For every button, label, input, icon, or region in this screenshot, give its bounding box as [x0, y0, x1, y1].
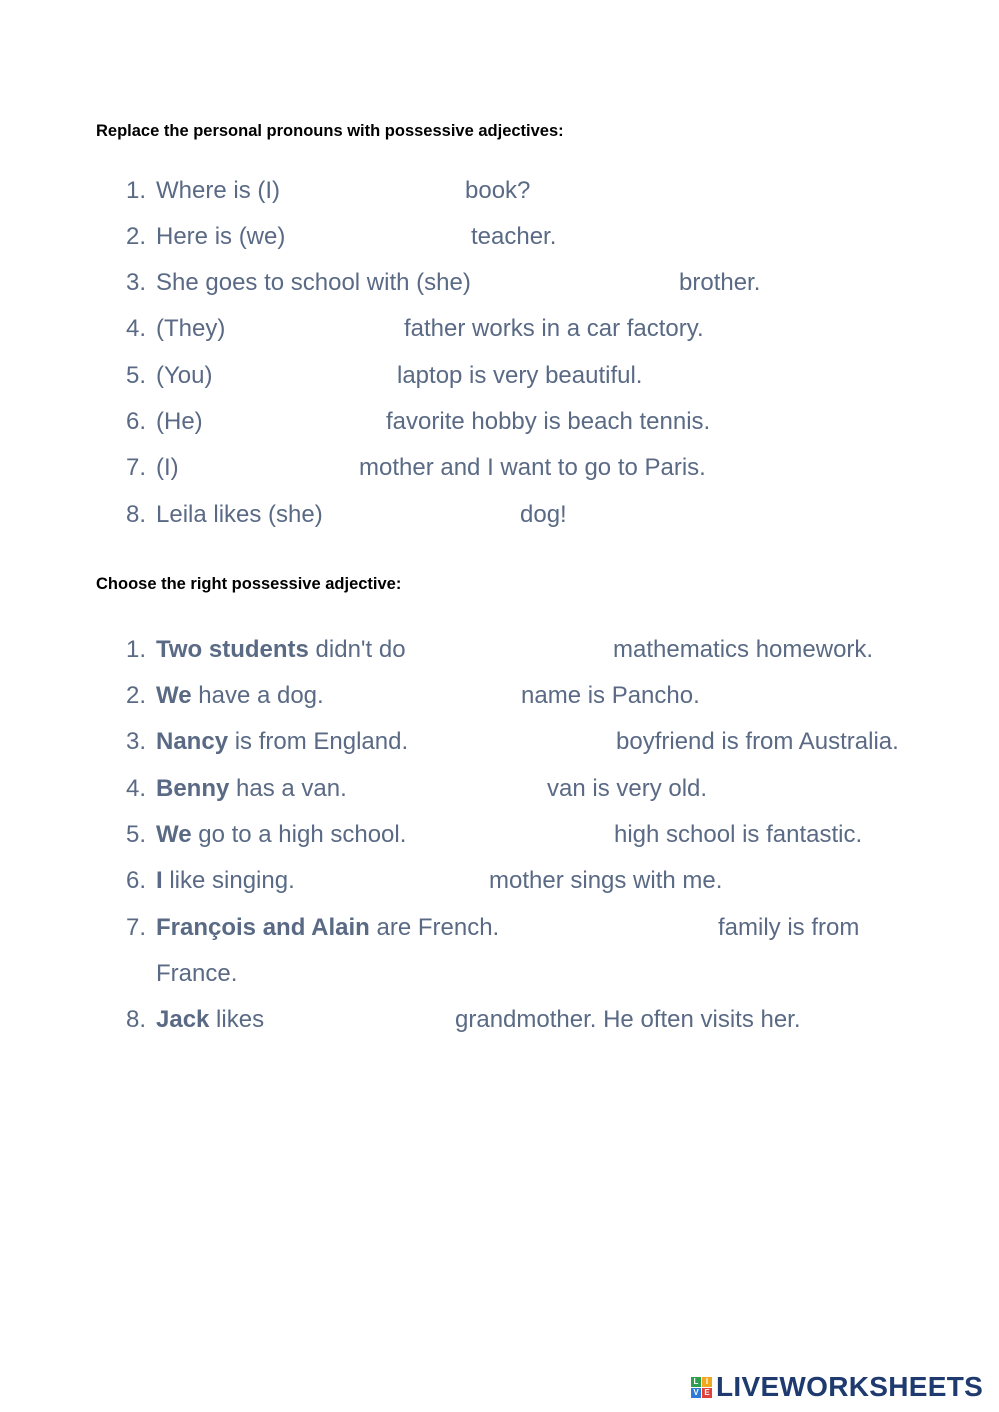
item-text-after: dog!: [520, 501, 567, 528]
list-item: [126, 632, 976, 668]
item-subject: Benny: [156, 775, 230, 802]
answer-input[interactable]: [356, 682, 506, 710]
item-number: 7.: [126, 914, 147, 941]
item-number: 1.: [126, 177, 147, 204]
list-item: [126, 404, 926, 440]
answer-input[interactable]: [194, 454, 344, 482]
list-item: [126, 771, 976, 807]
item-rest: has a van.: [229, 775, 347, 802]
list-item: [126, 358, 926, 394]
logo-text: LIVEWORKSHEETS: [716, 1371, 984, 1402]
item-text-before: [156, 910, 499, 946]
answer-input[interactable]: [244, 315, 394, 343]
answer-input[interactable]: [446, 821, 596, 849]
item-text-before: She goes to school with (she): [156, 269, 471, 296]
list-item: [126, 910, 976, 992]
item-text-after: mother and I want to go to Paris.: [359, 454, 706, 481]
item-text-continuation: France.: [156, 960, 238, 987]
item-text-after: book?: [465, 177, 531, 204]
liveworksheets-logo: [691, 1373, 983, 1401]
list-item: [126, 219, 906, 255]
list-item: [126, 497, 926, 533]
list-item: [126, 173, 906, 209]
item-number: 5.: [126, 362, 147, 389]
item-text-after: laptop is very beautiful.: [397, 362, 643, 389]
list-item: [126, 863, 976, 899]
logo-letter: I: [702, 1377, 712, 1387]
item-number: 5.: [126, 821, 147, 848]
item-text-before: (He): [156, 408, 203, 435]
item-text-after: father works in a car factory.: [404, 315, 704, 342]
section2-heading: Choose the right possessive adjective:: [96, 575, 402, 593]
item-text-before: [156, 1002, 264, 1038]
item-text-after: high school is fantastic.: [614, 821, 863, 848]
list-item: [126, 817, 976, 853]
item-subject: Jack: [156, 1006, 210, 1033]
answer-input[interactable]: [231, 362, 381, 390]
logo-letter: E: [702, 1388, 712, 1398]
item-rest: go to a high school.: [191, 821, 407, 848]
logo-icon: [691, 1377, 712, 1398]
item-subject: I: [156, 867, 163, 894]
item-number: 7.: [126, 454, 147, 481]
answer-input[interactable]: [448, 728, 598, 756]
item-number: 2.: [126, 223, 147, 250]
item-text-after: mother sings with me.: [489, 867, 723, 894]
item-text-after: family is from: [718, 914, 860, 941]
item-subject: We: [156, 821, 192, 848]
item-text-before: [156, 863, 295, 899]
answer-input[interactable]: [446, 636, 596, 664]
item-text-before: [156, 817, 406, 853]
item-text-after: grandmother. He often visits her.: [455, 1006, 801, 1033]
item-text-after: name is Pancho.: [521, 682, 700, 709]
item-number: 4.: [126, 775, 147, 802]
item-text-before: [156, 678, 324, 714]
list-item: [126, 450, 926, 486]
list-item: [126, 265, 926, 301]
item-text-after: teacher.: [471, 223, 557, 250]
item-text-after: boyfriend is from Australia.: [616, 728, 899, 755]
item-rest: likes: [209, 1006, 265, 1033]
item-text-after: van is very old.: [547, 775, 708, 802]
item-text-before: (They): [156, 315, 226, 342]
item-number: 3.: [126, 728, 147, 755]
item-number: 6.: [126, 867, 147, 894]
item-subject: François and Alain: [156, 914, 370, 941]
answer-input[interactable]: [352, 501, 502, 529]
item-subject: Two students: [156, 636, 309, 663]
item-text-before: [156, 724, 408, 760]
item-text-before: Where is (I): [156, 177, 281, 204]
item-rest: have a dog.: [191, 682, 324, 709]
item-text-before: Here is (we): [156, 223, 286, 250]
item-rest: didn't do: [308, 636, 406, 663]
item-number: 3.: [126, 269, 147, 296]
item-text-after: brother.: [679, 269, 761, 296]
item-text-before: (You): [156, 362, 213, 389]
item-text-before: Leila likes (she): [156, 501, 323, 528]
logo-letter: V: [691, 1388, 701, 1398]
item-text-after: mathematics homework.: [613, 636, 874, 663]
list-item: [126, 724, 986, 760]
item-subject: Nancy: [156, 728, 229, 755]
answer-input[interactable]: [306, 177, 456, 205]
item-number: 2.: [126, 682, 147, 709]
item-text-before: (I): [156, 454, 179, 481]
answer-input[interactable]: [518, 269, 668, 297]
answer-input[interactable]: [550, 914, 700, 942]
item-number: 8.: [126, 1006, 147, 1033]
item-number: 8.: [126, 501, 147, 528]
answer-input[interactable]: [221, 408, 371, 436]
answer-input[interactable]: [288, 1006, 438, 1034]
item-text-before: [156, 632, 406, 668]
item-subject: We: [156, 682, 192, 709]
answer-input[interactable]: [326, 867, 476, 895]
item-number: 1.: [126, 636, 147, 663]
item-number: 6.: [126, 408, 147, 435]
item-number: 4.: [126, 315, 147, 342]
item-rest: is from England.: [228, 728, 409, 755]
item-text-after: favorite hobby is beach tennis.: [386, 408, 711, 435]
logo-letter: L: [691, 1377, 701, 1387]
list-item: [126, 1002, 976, 1038]
section1-heading: Replace the personal pronouns with possessive adjectives:: [96, 122, 564, 140]
answer-input[interactable]: [312, 223, 462, 251]
item-rest: are French.: [369, 914, 500, 941]
item-rest: like singing.: [162, 867, 295, 894]
item-text-before: [156, 771, 347, 807]
answer-input[interactable]: [382, 775, 532, 803]
list-item: [126, 678, 976, 714]
list-item: [126, 311, 926, 347]
